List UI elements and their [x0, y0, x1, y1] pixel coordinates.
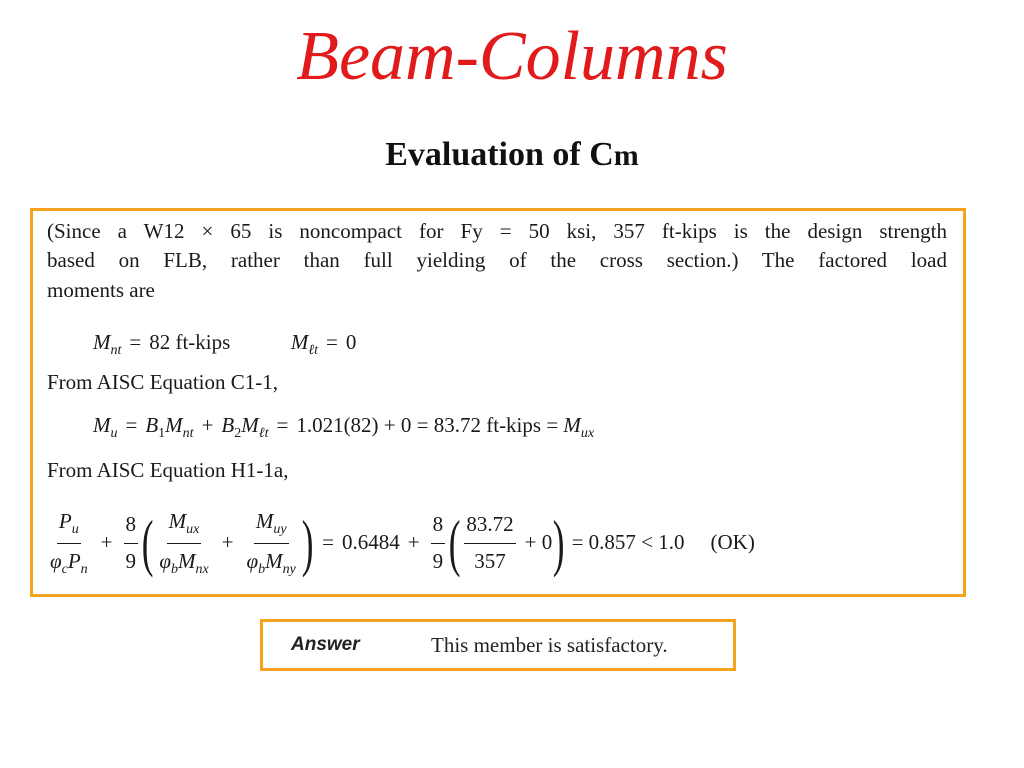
example-box	[30, 208, 966, 597]
paragraph-line: (Since a W12 × 65 is noncompact for Fy = 50 ksi, 357 ft-kips is the design strength	[47, 219, 947, 243]
eight-ninths: $\frac{8}{9}$	[125, 512, 137, 573]
numeric-fraction	[464, 510, 515, 576]
paragraph-line: based on FLB, rather than full yielding of the cross section.) The factored load	[47, 248, 947, 273]
pu-fraction: $\frac{P_u}{\varphi_cP_n}$	[50, 508, 88, 577]
numeric-denominator: 357	[474, 548, 506, 573]
moments-equation: $M_{nt} = 82$ ft-kips $M_{\ell t} = 0$	[93, 330, 357, 358]
equation-h1: $\frac{P_u}{\varphi_cP_n}$ + $\frac{8}{9}$ ( $\frac{M_{ux}}{\varphi_bM_{nx}}$ + $\frac{M_{uy}}{\varphi_bM_{ny}}$ ) = 0.6484 + $\frac{8}{9}$ ( $\frac{83.72}{357}$ + 0 ) = 0.857 < 1.0 (OK)	[50, 507, 755, 578]
label-c1: From AISC Equation C1-1,	[47, 370, 279, 394]
slide-subtitle	[0, 136, 1024, 174]
paragraph-line: moments are	[47, 277, 155, 302]
mnt-value: 82 ft-kips	[149, 330, 231, 354]
mux-fraction: $\frac{M_{ux}}{\varphi_bM_{nx}}$	[159, 508, 209, 577]
muy-fraction: $\frac{M_{uy}}{\varphi_bM_{ny}}$	[246, 508, 296, 577]
plus-zero: + 0	[524, 530, 553, 555]
c1-result: 1.021(82) + 0 = 83.72 ft-kips =	[296, 413, 559, 437]
slide-title: Beam-Columns	[296, 18, 728, 95]
eight-ninths-2: $\frac{8}{9}$	[432, 512, 444, 573]
answer-label: Answer	[291, 634, 360, 655]
label-h1: From AISC Equation H1-1a,	[47, 458, 289, 482]
intro-paragraph	[47, 217, 947, 305]
subtitle-main: Evaluation of C	[385, 136, 614, 173]
first-term: 0.6484	[342, 530, 400, 555]
subtitle-subscript: m	[613, 139, 639, 172]
answer-box	[260, 619, 736, 671]
ok-mark: (OK)	[710, 530, 755, 555]
b1-symbol: B	[145, 413, 159, 437]
numeric-numerator: 83.72	[464, 510, 515, 543]
answer-text: This member is satisfactory.	[431, 632, 668, 657]
mlt-value: 0	[345, 330, 357, 354]
equation-c1: $M_u = B_1M_{nt} + B_2M_{\ell t} = 1.021(82) + 0 = 83.72$ ft-kips = $M_{ux}$	[93, 413, 595, 441]
h1-result: = 0.857 < 1.0	[571, 530, 685, 555]
